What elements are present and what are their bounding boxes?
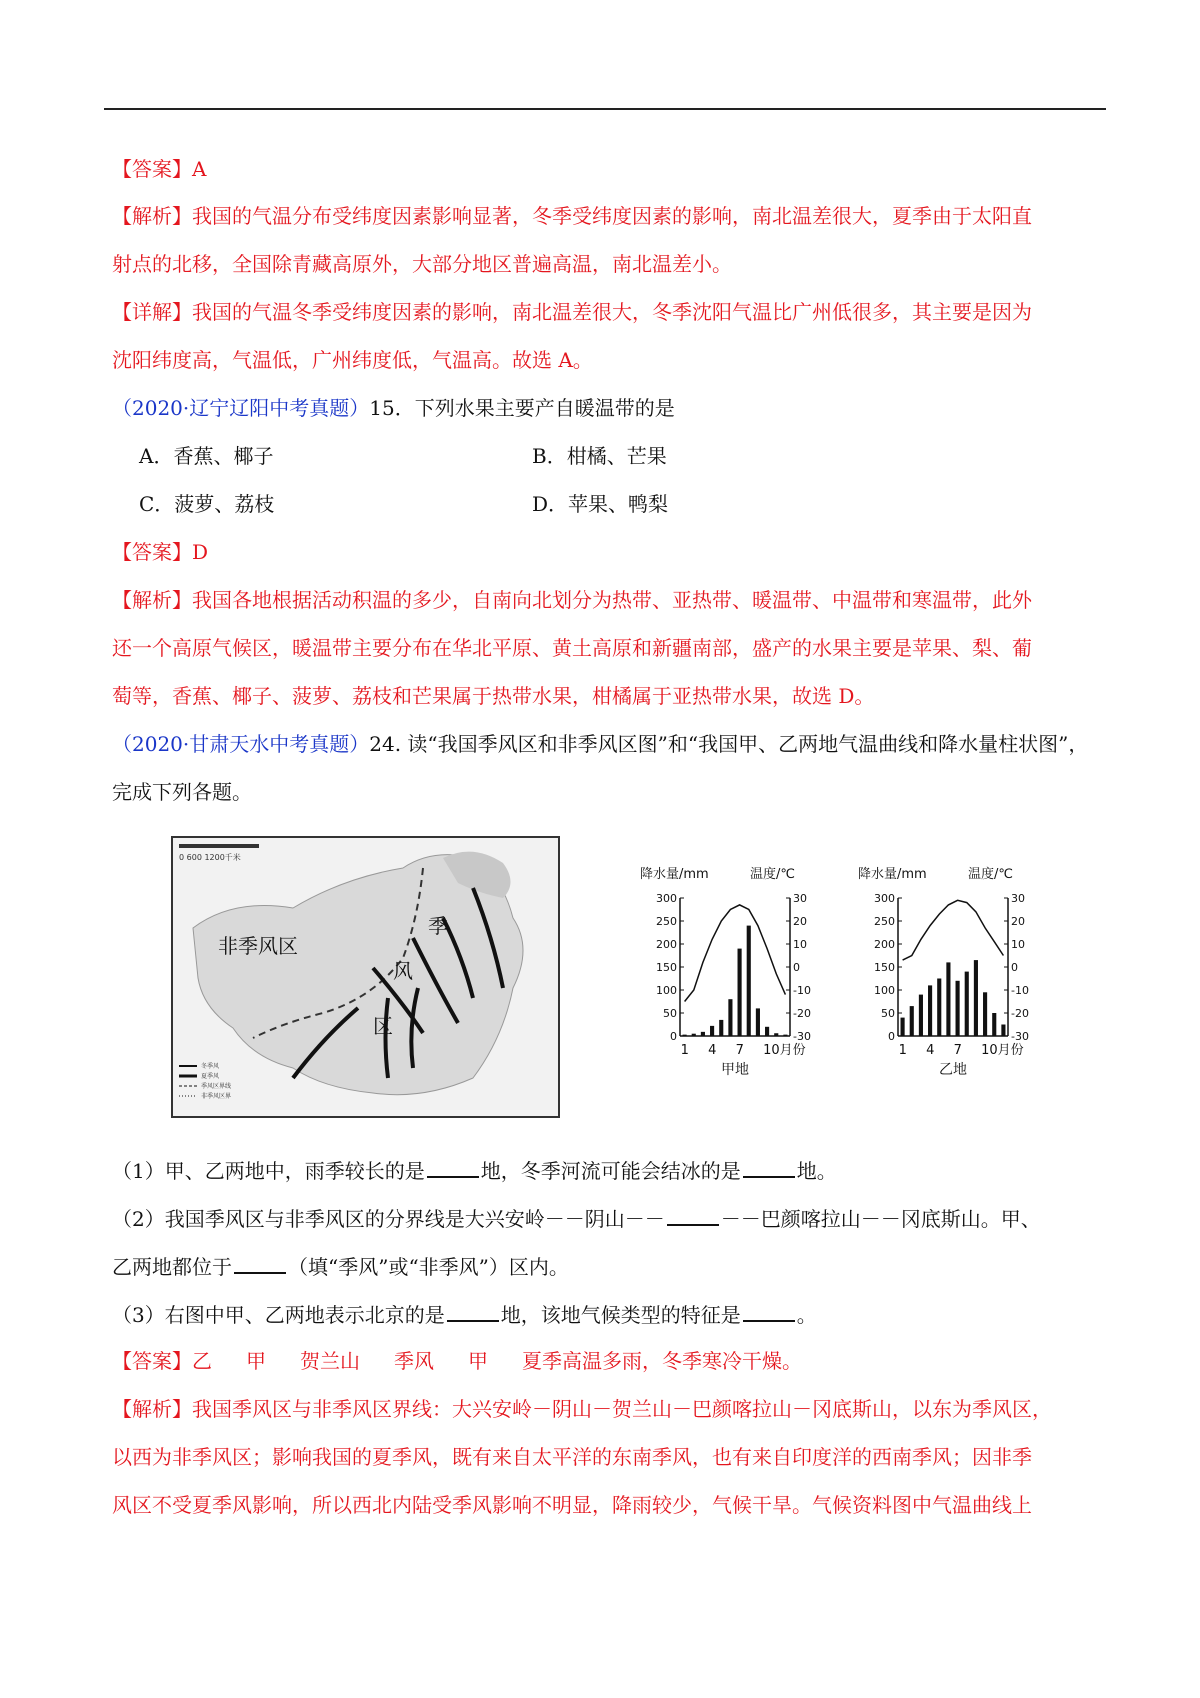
analysis-text: 我国的气温分布受纬度因素影响显著，冬季受纬度因素的影响，南北温差很大，夏季由于太阳直: [192, 204, 1032, 228]
x-tick-label: 10月份: [763, 1043, 806, 1058]
y-right-tick-label: 10: [1011, 938, 1025, 951]
analysis-text: 我国各地根据活动积温的多少，自南向北划分为热带、亚热带、暖温带、中温带和寒温带，此外: [192, 588, 1032, 612]
analysis-text: 萄等，香蕉、椰子、菠萝、荔枝和芒果属于热带水果，柑橘属于亚热带水果，故选 D。: [112, 684, 875, 708]
sub-question-text: 地。: [796, 1159, 837, 1183]
precipitation-bar: [683, 1035, 687, 1036]
question-24: [112, 731, 1088, 757]
precipitation-bar: [701, 1032, 705, 1036]
y-right-axis-label: 温度/℃: [968, 867, 1013, 882]
x-tick-label: 4: [926, 1043, 935, 1058]
y-left-tick-label: 250: [874, 915, 895, 928]
answer-line: [112, 156, 206, 182]
precipitation-bar: [783, 1035, 787, 1036]
y-right-tick-label: -30: [793, 1030, 811, 1043]
question-stem: 24. 读“我国季风区和非季风区图”和“我国甲、乙两地气温曲线和降水量柱状图”，: [369, 732, 1089, 756]
y-right-tick-label: -20: [793, 1007, 811, 1020]
detail-line: [112, 299, 1032, 325]
precipitation-bar: [946, 962, 950, 1036]
x-tick-label: 10月份: [981, 1043, 1024, 1058]
y-left-axis-label: 降水量/mm: [640, 867, 709, 882]
answer-blank: [667, 1204, 719, 1226]
y-right-tick-label: 0: [793, 961, 800, 974]
sub-question-2: [112, 1204, 1041, 1232]
answer-blank: [743, 1156, 795, 1178]
sub-question-3: [112, 1300, 817, 1328]
answer-line: [112, 1348, 802, 1374]
non-monsoon-label: 非季风区: [218, 934, 298, 958]
map-legend: [179, 1062, 231, 1100]
y-left-tick-label: 50: [663, 1007, 677, 1020]
analysis-line: [112, 1396, 1052, 1422]
option-d: D．苹果、鸭梨: [532, 492, 669, 516]
chart-title: 甲地: [721, 1062, 749, 1078]
precipitation-bar: [774, 1033, 778, 1036]
x-tick-label: 4: [708, 1043, 717, 1058]
y-left-tick-label: 150: [874, 961, 895, 974]
question-stem: 15．下列水果主要产自暖温带的是: [369, 396, 675, 420]
answer-blank: [427, 1156, 479, 1178]
answer-value: 贺兰山: [300, 1349, 360, 1373]
y-left-tick-label: 0: [888, 1030, 895, 1043]
precipitation-bar: [956, 981, 960, 1036]
monsoon-label-1: 季: [428, 914, 448, 938]
question-source: （2020·辽宁辽阳中考真题）: [112, 396, 370, 420]
precipitation-bar: [992, 1013, 996, 1036]
y-left-tick-label: 100: [874, 984, 895, 997]
sub-question-text: 地，冬季河流可能会结冰的是: [480, 1159, 741, 1183]
precipitation-bar: [738, 949, 742, 1036]
answer-label: 【答案】: [112, 157, 192, 181]
climate-chart-yi: [856, 860, 1046, 1120]
question-source: （2020·甘肃天水中考真题）: [112, 732, 370, 756]
sub-question-2-cont: [112, 1252, 569, 1280]
legend-label: 冬季风: [201, 1063, 220, 1070]
y-left-tick-label: 300: [656, 892, 677, 905]
precipitation-bar: [919, 995, 923, 1036]
x-tick-label: 1: [680, 1043, 689, 1058]
scale-label: 0 600 1200千米: [179, 853, 241, 862]
analysis-line: [112, 203, 1032, 229]
analysis-text: 还一个高原气候区，暖温带主要分布在华北平原、黄土高原和新疆南部，盛产的水果主要是苹果、梨、葡: [112, 636, 1032, 660]
analysis-text: 风区不受夏季风影响，所以西北内陆受季风影响不明显，降雨较少，气候干旱。气候资料图中气温曲线上: [112, 1493, 1032, 1517]
precipitation-bar: [765, 1027, 769, 1036]
precipitation-bar: [965, 972, 969, 1036]
answer-value: D: [192, 540, 209, 564]
analysis-label: 【解析】: [112, 588, 192, 612]
detail-text: 沈阳纬度高，气温低，广州纬度低，气温高。故选 A。: [112, 348, 593, 372]
monsoon-label-2: 风: [393, 959, 413, 983]
sub-question-text: －－巴颜喀拉山－－冈底斯山。甲、: [720, 1207, 1041, 1231]
precipitation-bar: [901, 1018, 905, 1036]
sub-question-text: 乙两地都位于: [112, 1255, 232, 1279]
analysis-label: 【解析】: [112, 1397, 192, 1421]
monsoon-map: [171, 836, 560, 1118]
answer-line: [112, 539, 208, 565]
option-c: C．菠萝、荔枝: [139, 492, 275, 516]
y-right-tick-label: 30: [1011, 892, 1025, 905]
precipitation-bar: [728, 999, 732, 1036]
precipitation-bar: [910, 1006, 914, 1036]
analysis-text: 我国季风区与非季风区界线：大兴安岭－阴山－贺兰山－巴颜喀拉山－冈底斯山，以东为季风区，: [192, 1397, 1052, 1421]
x-tick-label: 1: [898, 1043, 907, 1058]
y-left-tick-label: 50: [881, 1007, 895, 1020]
y-right-axis-label: 温度/℃: [750, 867, 795, 882]
answer-label: 【答案】: [112, 1349, 192, 1373]
precipitation-bar: [747, 926, 751, 1036]
answer-value: 甲: [246, 1349, 266, 1373]
sub-question-text: （填“季风”或“非季风”）区内。: [288, 1255, 569, 1279]
y-left-tick-label: 200: [874, 938, 895, 951]
option-a: A．香蕉、椰子: [139, 444, 274, 468]
chart-title: 乙地: [939, 1062, 967, 1078]
precipitation-bar: [710, 1026, 714, 1036]
answer-blank: [447, 1300, 499, 1322]
climate-chart-jia: [638, 860, 828, 1120]
legend-label: 季风区界线: [201, 1083, 232, 1090]
x-tick-label: 7: [953, 1043, 962, 1058]
y-right-tick-label: -10: [1011, 984, 1029, 997]
precipitation-bar: [974, 960, 978, 1036]
precipitation-bar: [928, 985, 932, 1036]
answer-blank: [234, 1252, 286, 1274]
header-rule: [104, 108, 1106, 110]
precipitation-bar: [1001, 1025, 1005, 1037]
y-right-tick-label: 30: [793, 892, 807, 905]
y-left-tick-label: 150: [656, 961, 677, 974]
monsoon-map-svg: [173, 838, 558, 1116]
sub-question-text: （3）右图中甲、乙两地表示北京的是: [112, 1303, 445, 1327]
precipitation-bar: [756, 1008, 760, 1036]
answer-value: A: [192, 157, 207, 181]
y-left-tick-label: 100: [656, 984, 677, 997]
temperature-curve: [685, 905, 786, 1002]
y-right-tick-label: 10: [793, 938, 807, 951]
sub-question-text: （1）甲、乙两地中，雨季较长的是: [112, 1159, 425, 1183]
analysis-text: 以西为非季风区；影响我国的夏季风，既有来自太平洋的东南季风，也有来自印度洋的西南季风；因非季: [112, 1445, 1032, 1469]
y-left-tick-label: 0: [670, 1030, 677, 1043]
y-right-tick-label: -10: [793, 984, 811, 997]
sub-question-text: 。: [796, 1303, 817, 1327]
answer-blank: [743, 1300, 795, 1322]
question-stem: 完成下列各题。: [112, 780, 252, 804]
sub-question-text: （2）我国季风区与非季风区的分界线是大兴安岭－－阴山－－: [112, 1207, 665, 1231]
x-tick-label: 7: [735, 1043, 744, 1058]
y-right-tick-label: -20: [1011, 1007, 1029, 1020]
y-left-axis-label: 降水量/mm: [858, 867, 927, 882]
legend-label: 夏季风: [201, 1073, 220, 1080]
temperature-curve: [903, 900, 1004, 960]
analysis-line: [112, 587, 1032, 613]
option-b: B．柑橘、芒果: [532, 444, 667, 468]
y-right-tick-label: 20: [793, 915, 807, 928]
y-right-tick-label: 0: [1011, 961, 1018, 974]
sub-question-text: 地，该地气候类型的特征是: [500, 1303, 741, 1327]
detail-label: 【详解】: [112, 300, 192, 324]
detail-text: 我国的气温冬季受纬度因素的影响，南北温差很大，冬季沈阳气温比广州低很多，其主要是因为: [192, 300, 1032, 324]
answer-value: 乙: [192, 1349, 212, 1373]
monsoon-label-3: 区: [373, 1014, 393, 1038]
answer-value: 夏季高温多雨，冬季寒冷干燥。: [522, 1349, 802, 1373]
legend-label: 非季风区界: [201, 1093, 232, 1100]
y-left-tick-label: 200: [656, 938, 677, 951]
precipitation-bar: [719, 1020, 723, 1036]
y-left-tick-label: 250: [656, 915, 677, 928]
precipitation-bar: [692, 1034, 696, 1036]
sub-question-1: [112, 1156, 837, 1184]
analysis-text: 射点的北移，全国除青藏高原外，大部分地区普遍高温，南北温差小。: [112, 252, 732, 276]
y-left-tick-label: 300: [874, 892, 895, 905]
answer-label: 【答案】: [112, 540, 192, 564]
y-right-tick-label: -30: [1011, 1030, 1029, 1043]
y-right-tick-label: 20: [1011, 915, 1025, 928]
answer-value: 季风: [394, 1349, 434, 1373]
answer-value: 甲: [468, 1349, 488, 1373]
analysis-label: 【解析】: [112, 204, 192, 228]
scale-bar: [179, 844, 259, 848]
question-15: [112, 395, 675, 421]
precipitation-bar: [983, 992, 987, 1036]
precipitation-bar: [937, 979, 941, 1037]
